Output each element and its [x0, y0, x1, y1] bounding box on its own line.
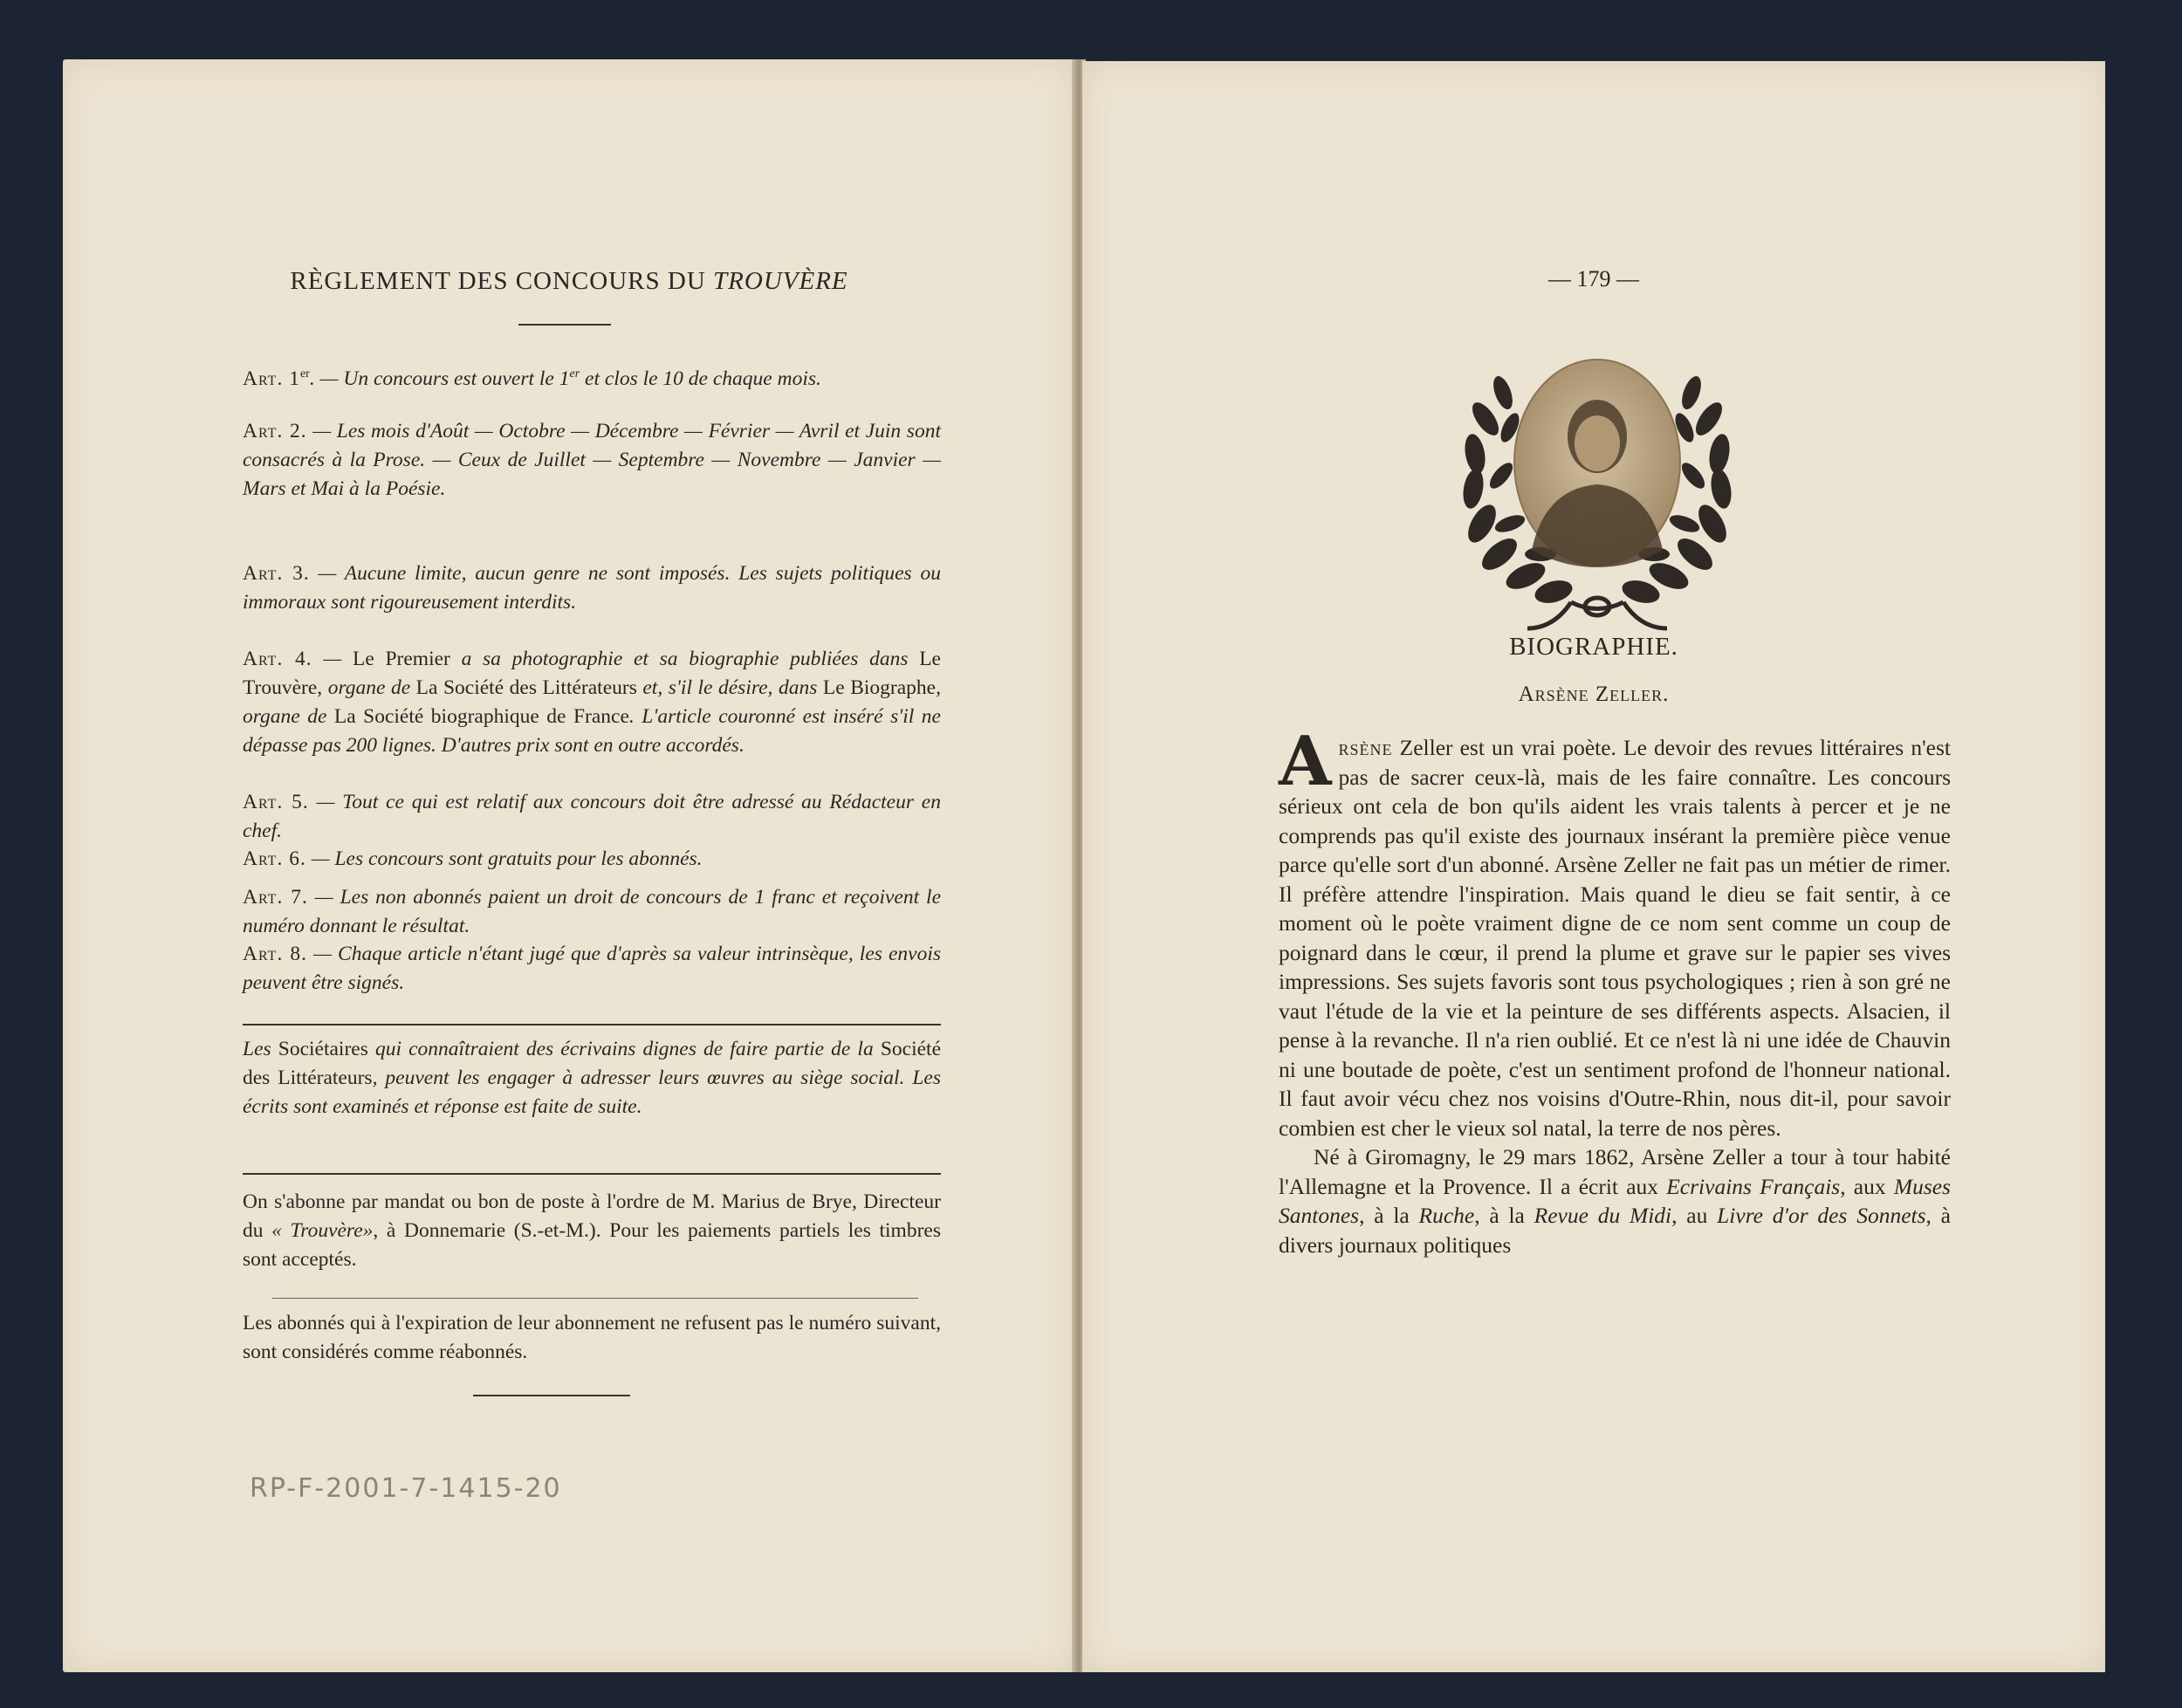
article-text: — Les non abonnés paient un droit de concours de 1 franc et reçoivent le numéro donnant le résultat.	[243, 886, 941, 937]
article-label: Art. 8.	[243, 943, 308, 965]
divider-line	[243, 1173, 941, 1175]
article-text: . — Un concours est ouvert le 1	[309, 367, 570, 390]
para2-part: Né à Giromagny, le 29 mars 1862, Arsène Zeller a tour à tour habité l'Allemagne et la Provence. Il a écrit aux	[1279, 1144, 1951, 1199]
lead-smallcaps: rsène	[1338, 735, 1393, 760]
art4-part: , organe de	[317, 676, 416, 699]
article-label: Art. 2.	[243, 420, 307, 442]
article-4	[243, 645, 941, 760]
divider-line	[243, 1024, 941, 1025]
art4-part: , organe de	[243, 676, 941, 728]
article-text: — Tout ce qui est relatif aux concours doit être adressé au Rédacteur en chef.	[243, 791, 941, 842]
article-1	[243, 360, 941, 394]
article-label: Art. 7.	[243, 886, 308, 909]
article-text: — Les concours sont gratuits pour les abonnés.	[305, 847, 703, 870]
page-number: — 179 —	[1548, 266, 1639, 292]
para2-part: , à la	[1359, 1203, 1419, 1228]
subscription-note	[243, 1188, 941, 1274]
divider-line	[272, 1298, 918, 1299]
title-divider	[518, 324, 611, 326]
art4-part: —	[312, 648, 353, 670]
article-text: — Aucune limite, aucun genre ne sont imposés. Les sujets politiques ou immoraux sont rigoureusement interdits.	[243, 562, 941, 614]
societaires-note	[243, 1035, 941, 1122]
article-5	[243, 788, 941, 846]
art4-part: Le Premier	[352, 648, 450, 670]
art4-part: et, s'il le désire, dans	[636, 676, 823, 699]
note-part: qui connaîtraient des écrivains dignes de faire partie de la	[367, 1038, 881, 1060]
article-7	[243, 883, 941, 941]
article-label: Art. 5.	[243, 791, 309, 813]
para2-part: Ecrivains Français	[1666, 1173, 1841, 1199]
portrait-with-wreath	[1449, 314, 1746, 646]
article-label: Art. 1	[243, 367, 300, 390]
article-label: Art. 4.	[243, 648, 312, 670]
para2-part: , aux	[1840, 1173, 1894, 1199]
subscription-text: On s'abonne par mandat ou bon de poste à l'ordre de M. Marius de Brye, Directeur du	[243, 1190, 941, 1242]
rules-title-main: RÈGLEMENT DES CONCOURS DU	[290, 267, 706, 295]
note-part: Sociétaires	[278, 1038, 368, 1060]
para2-part: Livre d'or des Sonnets	[1717, 1203, 1926, 1228]
subscription-text: , à Donnemarie (S.-et-M.). Pour les paiements partiels les timbres sont acceptés.	[243, 1219, 941, 1271]
note-part: , peuvent les engager à adresser leurs œuvres au siège social. Les écrits sont examinés et réponse est faite de suite.	[243, 1067, 941, 1118]
subscription-journal: « Trouvère»	[271, 1219, 374, 1242]
article-text: — Chaque article n'étant jugé que d'après sa valeur intrinsèque, les envois peuvent être signés.	[243, 943, 941, 994]
para2-part: Revue du Midi	[1534, 1203, 1672, 1228]
renewal-note: Les abonnés qui à l'expiration de leur abonnement ne refusent pas le numéro suivant, sont considérés comme réabonnés.	[243, 1312, 941, 1363]
left-page	[63, 59, 1075, 1672]
article-8	[243, 940, 941, 998]
article-text-end: et clos le 10 de chaque mois.	[580, 367, 821, 390]
biography-paragraph	[1279, 722, 1951, 1142]
paragraph-text: Zeller est un vrai poète. Le devoir des revues littéraires n'est pas de sacrer ceux-là, mais de les faire connaître. Les concours sérieux ont cela de bon qu'ils aident les vrais talents à percer et je ne comprends pas qu'il existe des journaux insérant la première pièce venue parce qu'elle sort d'un abonné. Arsène Zeller ne fait pas un métier de rimer. Il préfère attendre l'inspiration. Mais quand le dieu se fait sentir, à ce moment où le poète vraiment digne de ce nom sent comme un coup de poignard dans le cœur, il prend la plume et grave sur le papier ses vives impressions. Ses sujets favoris sont tous psychologiques ; rien à son gré ne vaut l'étude de la vie et la peinture de ses différents aspects. Alsacien, il pense à la revanche. Il n'a rien oublié. Et ce n'est là ni une idée de Chauvin ni une boutade de poète, c'est un sentiment profond de l'honneur national. Il faut avoir vécu chez nos voisins d'Outre-Rhin, nous dit-il, pour savoir combien est cher le vieux sol natal, la terre de nos pères.	[1279, 735, 1951, 1141]
para2-part: , à divers journaux politiques	[1279, 1203, 1951, 1258]
para2-part: , au	[1671, 1203, 1718, 1228]
note-part: Société des Littérateurs	[243, 1038, 941, 1089]
biography-paragraph	[1279, 1142, 1951, 1259]
biography-subject: Arsène Zeller.	[1518, 683, 1670, 706]
article-2	[243, 417, 941, 504]
art4-part: La Société des Littérateurs	[415, 676, 637, 699]
para2-part: Muses Santones	[1279, 1173, 1951, 1228]
article-3	[243, 559, 941, 617]
art4-part: Le Trouvère	[243, 648, 941, 699]
art4-part: . L'article couronné est inséré s'il ne dépasse pas 200 lignes. D'autres prix sont en outre accordés.	[243, 705, 941, 757]
para2-part: Ruche	[1418, 1203, 1475, 1228]
article-label: Art. 6.	[243, 847, 306, 870]
art4-part: Le Biographe	[822, 676, 937, 699]
note-part: Les	[243, 1038, 278, 1060]
art4-part: a sa photographie et sa biographie publiées dans	[449, 648, 920, 670]
end-divider	[473, 1395, 630, 1396]
article-text-sup: er	[569, 367, 580, 381]
article-label-sup: er	[299, 367, 310, 381]
biography-title: BIOGRAPHIE.	[1509, 633, 1678, 661]
rules-title	[63, 267, 1075, 296]
article-text: — Les mois d'Août — Octobre — Décembre — Février — Avril et Juin sont consacrés à la Prose. — Ceux de Juillet — Septembre — Novembre — Janvier — Mars et Mai à la Poésie.	[243, 420, 941, 500]
biography-text	[1279, 722, 1951, 1259]
article-label: Art. 3.	[243, 562, 310, 585]
laurel-wreath-icon	[1449, 314, 1746, 646]
art4-part: La Société biographique de France	[333, 705, 629, 728]
right-page	[1082, 61, 2105, 1672]
para2-part: , à la	[1474, 1203, 1534, 1228]
dropcap-letter: A	[1279, 722, 1332, 801]
article-6	[243, 845, 941, 874]
rules-title-italic: TROUVÈRE	[713, 267, 848, 295]
archive-number: RP-F-2001-7-1415-20	[250, 1473, 562, 1504]
